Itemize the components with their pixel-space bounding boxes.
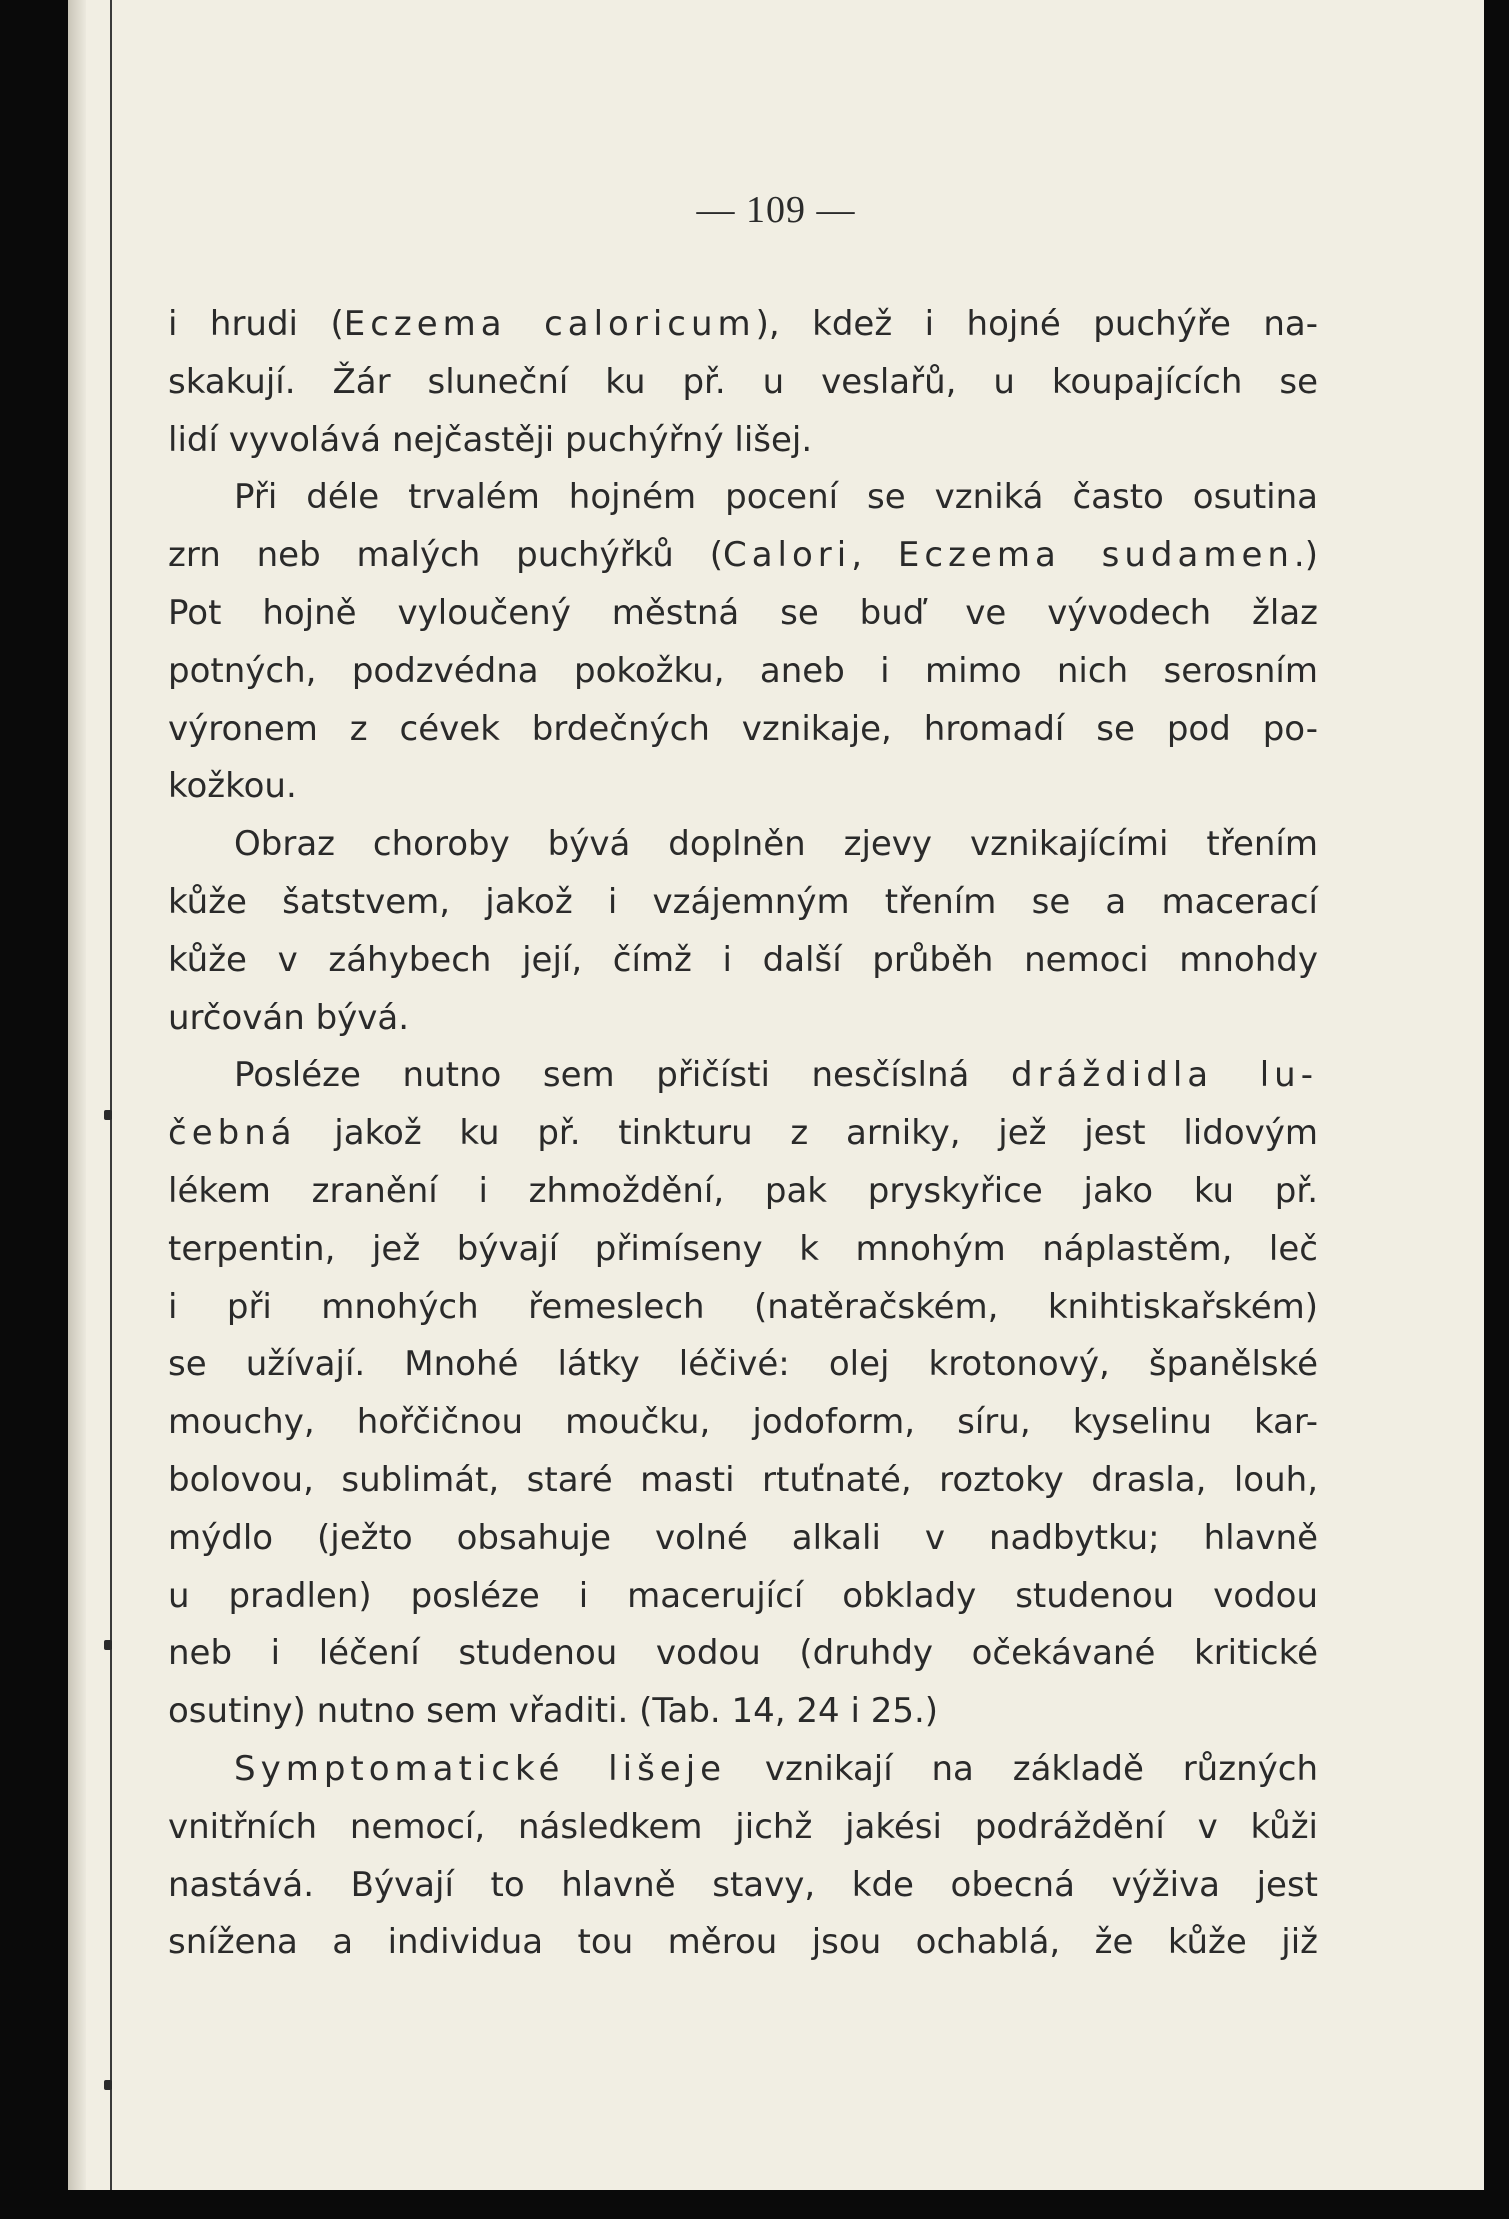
text-segment: Pot hojně vyloučený městná se buď ve vývodech žlaz bbox=[168, 592, 1318, 633]
text-line bbox=[168, 527, 1318, 585]
text-line bbox=[168, 1568, 1318, 1626]
text-segment: jakož ku př. tinkturu z arniky, jež jest lidovým bbox=[296, 1113, 1318, 1154]
text-segment: u pradlen) posléze i macerující obklady studenou vodou bbox=[168, 1575, 1318, 1616]
text-line bbox=[168, 816, 1318, 874]
text-line bbox=[168, 469, 1318, 527]
text-segment: Obraz choroby bývá doplněn zjevy vznikajícími třením bbox=[234, 824, 1318, 865]
spaced-emphasis-text: dráždidla lu- bbox=[1010, 1055, 1318, 1096]
text-segment: lidí vyvolává nejčastěji puchýřný lišej. bbox=[168, 419, 813, 460]
text-line bbox=[168, 1914, 1318, 1972]
binding-mark bbox=[104, 2080, 112, 2090]
text-segment: i při mnohých řemeslech (natěračském, knihtiskařském) bbox=[168, 1286, 1318, 1327]
text-segment: lékem zranění i zhmoždění, pak pryskyřice jako ku př. bbox=[168, 1170, 1318, 1211]
text-line bbox=[168, 874, 1318, 932]
text-segment: se užívají. Mnohé látky léčivé: olej krotonový, španělské bbox=[168, 1344, 1318, 1385]
text-line bbox=[168, 585, 1318, 643]
text-line bbox=[168, 1105, 1318, 1163]
text-segment: mouchy, hořčičnou moučku, jodoform, síru, kyselinu kar- bbox=[168, 1402, 1318, 1443]
text-segment: kůže v záhybech její, čímž i další průběh nemoci mnohdy bbox=[168, 939, 1318, 980]
text-segment: Při déle trvalém hojném pocení se vzniká často osutina bbox=[234, 477, 1318, 518]
text-segment: vznikají na základě různých bbox=[726, 1748, 1318, 1789]
text-line bbox=[168, 1221, 1318, 1279]
text-segment: osutiny) nutno sem vřaditi. (Tab. 14, 24 i 25.) bbox=[168, 1691, 939, 1732]
text-segment: potných, podzvédna pokožku, aneb i mimo nich serosním bbox=[168, 650, 1318, 691]
text-line bbox=[168, 1163, 1318, 1221]
text-line bbox=[168, 1857, 1318, 1915]
spaced-emphasis-text: Eczema caloricum bbox=[343, 304, 756, 344]
text-line bbox=[168, 354, 1318, 412]
text-segment: skakují. Žár sluneční ku př. u veslařů, u koupajících se bbox=[168, 361, 1318, 402]
binding-edge-line bbox=[110, 0, 112, 2190]
text-line bbox=[168, 412, 1318, 470]
text-line bbox=[168, 1279, 1318, 1337]
text-segment: neb i léčení studenou vodou (druhdy očekávané kritické bbox=[168, 1633, 1318, 1674]
body-text bbox=[168, 296, 1318, 1972]
page-gutter bbox=[68, 0, 86, 2190]
text-line bbox=[168, 296, 1318, 354]
spaced-emphasis-text: Calori bbox=[722, 535, 852, 576]
text-line bbox=[168, 1625, 1318, 1683]
binding-mark bbox=[104, 1640, 112, 1650]
text-segment: kůže šatstvem, jakož i vzájemným třením se a macerací bbox=[168, 881, 1318, 922]
text-segment: nastává. Bývají to hlavně stavy, kde obecná výživa jest bbox=[168, 1864, 1318, 1905]
text-line bbox=[168, 932, 1318, 990]
text-line bbox=[168, 1047, 1318, 1105]
text-segment: mýdlo (ježto obsahuje volné alkali v nadbytku; hlavně bbox=[168, 1517, 1318, 1558]
text-segment: snížena a individua tou měrou jsou ochablá, že kůže již bbox=[168, 1922, 1318, 1963]
text-segment: i hrudi ( bbox=[168, 304, 344, 344]
text-line bbox=[168, 990, 1318, 1048]
text-line bbox=[168, 701, 1318, 759]
spaced-emphasis-text: Eczema sudamen bbox=[897, 535, 1294, 576]
text-line bbox=[168, 643, 1318, 701]
text-segment: vnitřních nemocí, následkem jichž jakési podráždění v kůži bbox=[168, 1806, 1318, 1847]
text-segment: terpentin, jež bývají přimíseny k mnohým náplastěm, leč bbox=[168, 1228, 1318, 1269]
text-segment: Posléze nutno sem přičísti nesčíslná bbox=[234, 1055, 1011, 1096]
page-number: — 109 — bbox=[696, 189, 856, 231]
binding-mark bbox=[104, 1110, 112, 1120]
text-line bbox=[168, 1683, 1318, 1741]
text-line bbox=[168, 1510, 1318, 1568]
text-segment: , bbox=[851, 535, 898, 576]
text-line bbox=[168, 1741, 1318, 1799]
spaced-emphasis-text: Symptomatické lišeje bbox=[234, 1748, 727, 1789]
text-line bbox=[168, 1799, 1318, 1857]
text-segment: kožkou. bbox=[168, 766, 297, 807]
text-line bbox=[168, 1336, 1318, 1394]
book-page bbox=[68, 0, 1484, 2190]
text-segment: .) bbox=[1293, 535, 1318, 576]
text-segment: výronem z cévek brdečných vznikaje, hromadí se pod po- bbox=[168, 708, 1318, 749]
text-segment: ), kdež i hojné puchýře na- bbox=[755, 304, 1318, 344]
text-segment: bolovou, sublimát, staré masti rtuťnaté, roztoky drasla, louh, bbox=[168, 1459, 1318, 1500]
text-segment: zrn neb malých puchýřků ( bbox=[168, 535, 723, 576]
text-segment: určován bývá. bbox=[168, 997, 410, 1038]
text-line bbox=[168, 1394, 1318, 1452]
text-line bbox=[168, 1452, 1318, 1510]
text-line bbox=[168, 758, 1318, 816]
spaced-emphasis-text: čebná bbox=[168, 1113, 297, 1154]
